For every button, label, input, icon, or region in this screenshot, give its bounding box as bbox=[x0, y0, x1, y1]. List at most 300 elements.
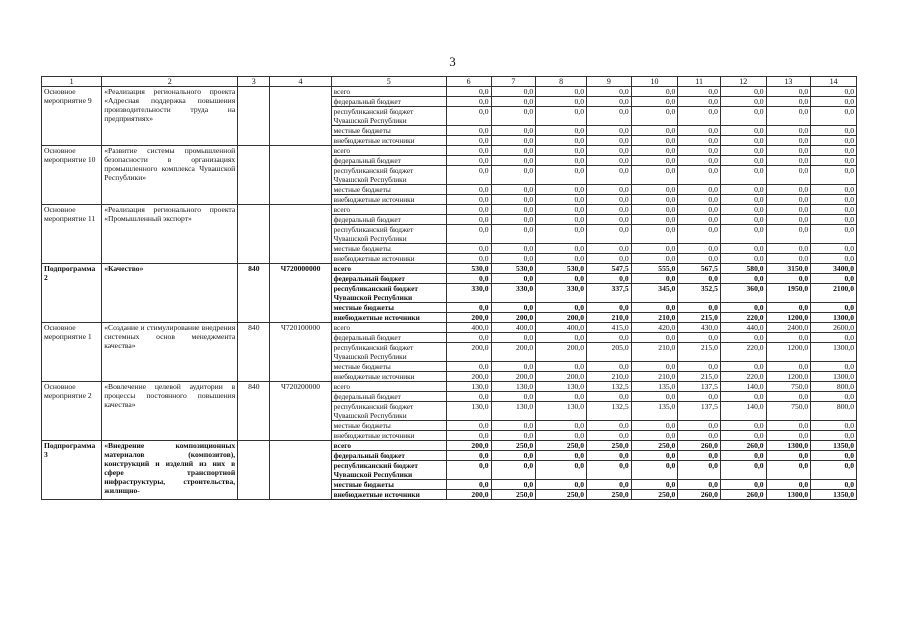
grbs-cell bbox=[238, 146, 270, 205]
value-cell: 440,0 bbox=[720, 323, 766, 333]
funding-source-cell: республиканский бюджет Чувашской Республики bbox=[331, 225, 446, 244]
value-cell: 0,0 bbox=[766, 166, 811, 185]
value-cell: 260,0 bbox=[678, 490, 721, 500]
value-cell: 0,0 bbox=[766, 225, 811, 244]
value-cell: 1200,0 bbox=[766, 343, 811, 362]
grbs-cell bbox=[238, 441, 270, 500]
value-cell: 132,5 bbox=[587, 402, 632, 421]
value-cell: 0,0 bbox=[678, 107, 721, 126]
grbs-cell: 840 bbox=[238, 323, 270, 382]
value-cell: 0,0 bbox=[720, 195, 766, 205]
value-cell: 0,0 bbox=[631, 146, 678, 156]
value-cell: 0,0 bbox=[631, 205, 678, 215]
value-cell: 0,0 bbox=[766, 461, 811, 480]
value-cell: 0,0 bbox=[766, 107, 811, 126]
value-cell: 0,0 bbox=[446, 156, 491, 166]
value-cell: 1350,0 bbox=[811, 441, 857, 451]
value-cell: 0,0 bbox=[536, 215, 587, 225]
value-cell: 0,0 bbox=[587, 185, 632, 195]
value-cell: 0,0 bbox=[811, 87, 857, 97]
value-cell: 400,0 bbox=[491, 323, 536, 333]
value-cell: 0,0 bbox=[766, 195, 811, 205]
classification-code-cell bbox=[270, 441, 331, 500]
value-cell: 1300,0 bbox=[766, 441, 811, 451]
value-cell: 250,0 bbox=[587, 441, 632, 451]
value-cell: 0,0 bbox=[491, 451, 536, 461]
value-cell: 250,0 bbox=[491, 441, 536, 451]
value-cell: 0,0 bbox=[631, 480, 678, 490]
value-cell: 0,0 bbox=[587, 362, 632, 372]
value-cell: 0,0 bbox=[631, 185, 678, 195]
value-cell: 130,0 bbox=[536, 402, 587, 421]
value-cell: 0,0 bbox=[631, 461, 678, 480]
value-cell: 200,0 bbox=[446, 343, 491, 362]
value-cell: 0,0 bbox=[536, 195, 587, 205]
value-cell: 0,0 bbox=[491, 225, 536, 244]
funding-source-cell: федеральный бюджет bbox=[331, 97, 446, 107]
value-cell: 0,0 bbox=[631, 195, 678, 205]
value-cell: 2400,0 bbox=[766, 323, 811, 333]
value-cell: 0,0 bbox=[631, 451, 678, 461]
value-cell: 0,0 bbox=[766, 185, 811, 195]
value-cell: 200,0 bbox=[446, 372, 491, 382]
value-cell: 0,0 bbox=[811, 274, 857, 284]
value-cell: 3150,0 bbox=[766, 264, 811, 274]
value-cell: 250,0 bbox=[491, 490, 536, 500]
value-cell: 0,0 bbox=[446, 461, 491, 480]
value-cell: 220,0 bbox=[720, 343, 766, 362]
value-cell: 260,0 bbox=[678, 441, 721, 451]
value-cell: 0,0 bbox=[766, 431, 811, 441]
funding-source-cell: местные бюджеты bbox=[331, 421, 446, 431]
value-cell: 0,0 bbox=[811, 107, 857, 126]
value-cell: 352,5 bbox=[678, 284, 721, 303]
value-cell: 0,0 bbox=[536, 205, 587, 215]
value-cell: 0,0 bbox=[587, 421, 632, 431]
value-cell: 0,0 bbox=[811, 254, 857, 264]
value-cell: 0,0 bbox=[631, 254, 678, 264]
value-cell: 0,0 bbox=[811, 146, 857, 156]
value-cell: 0,0 bbox=[631, 107, 678, 126]
funding-source-cell: федеральный бюджет bbox=[331, 392, 446, 402]
value-cell: 130,0 bbox=[536, 382, 587, 392]
value-cell: 0,0 bbox=[766, 146, 811, 156]
value-cell: 420,0 bbox=[631, 323, 678, 333]
value-cell: 0,0 bbox=[536, 185, 587, 195]
value-cell: 0,0 bbox=[811, 461, 857, 480]
funding-source-cell: внебюджетные источники bbox=[331, 254, 446, 264]
value-cell: 205,0 bbox=[587, 343, 632, 362]
value-cell: 0,0 bbox=[446, 480, 491, 490]
value-cell: 330,0 bbox=[491, 284, 536, 303]
value-cell: 0,0 bbox=[766, 136, 811, 146]
funding-source-cell: внебюджетные источники bbox=[331, 313, 446, 323]
value-cell: 0,0 bbox=[536, 107, 587, 126]
program-name-cell: «Создание и стимулирование внедрения системных основ менеджмента качества» bbox=[102, 323, 238, 382]
value-cell: 0,0 bbox=[446, 107, 491, 126]
value-cell: 0,0 bbox=[491, 431, 536, 441]
value-cell: 0,0 bbox=[491, 421, 536, 431]
value-cell: 0,0 bbox=[536, 156, 587, 166]
value-cell: 0,0 bbox=[678, 126, 721, 136]
table-row bbox=[42, 323, 857, 333]
grbs-cell bbox=[238, 205, 270, 264]
program-type-cell: Основное мероприятие 10 bbox=[42, 146, 102, 205]
header-cell: 8 bbox=[536, 77, 587, 87]
value-cell: 0,0 bbox=[811, 362, 857, 372]
value-cell: 0,0 bbox=[631, 97, 678, 107]
value-cell: 210,0 bbox=[587, 372, 632, 382]
value-cell: 210,0 bbox=[587, 313, 632, 323]
value-cell: 750,0 bbox=[766, 402, 811, 421]
value-cell: 0,0 bbox=[536, 421, 587, 431]
program-name-cell: «Развитие системы промышленной безопасности в организациях промышленного комплекса Чувашской Республики» bbox=[102, 146, 238, 205]
program-type-cell: Основное мероприятие 1 bbox=[42, 323, 102, 382]
value-cell: 130,0 bbox=[446, 382, 491, 392]
value-cell: 1350,0 bbox=[811, 490, 857, 500]
budget-table bbox=[41, 76, 857, 500]
funding-source-cell: всего bbox=[331, 205, 446, 215]
value-cell: 0,0 bbox=[811, 126, 857, 136]
value-cell: 200,0 bbox=[491, 313, 536, 323]
value-cell: 0,0 bbox=[631, 244, 678, 254]
value-cell: 0,0 bbox=[720, 107, 766, 126]
value-cell: 0,0 bbox=[811, 225, 857, 244]
value-cell: 0,0 bbox=[446, 136, 491, 146]
value-cell: 0,0 bbox=[631, 392, 678, 402]
value-cell: 0,0 bbox=[720, 156, 766, 166]
value-cell: 0,0 bbox=[587, 451, 632, 461]
value-cell: 800,0 bbox=[811, 402, 857, 421]
value-cell: 0,0 bbox=[491, 146, 536, 156]
value-cell: 0,0 bbox=[811, 97, 857, 107]
header-cell: 5 bbox=[331, 77, 446, 87]
classification-code-cell bbox=[270, 146, 331, 205]
value-cell: 137,5 bbox=[678, 382, 721, 392]
value-cell: 0,0 bbox=[678, 421, 721, 431]
value-cell: 210,0 bbox=[631, 343, 678, 362]
funding-source-cell: всего bbox=[331, 146, 446, 156]
value-cell: 140,0 bbox=[720, 402, 766, 421]
value-cell: 0,0 bbox=[536, 87, 587, 97]
value-cell: 0,0 bbox=[446, 274, 491, 284]
value-cell: 260,0 bbox=[720, 490, 766, 500]
value-cell: 0,0 bbox=[587, 195, 632, 205]
value-cell: 0,0 bbox=[446, 146, 491, 156]
funding-source-cell: внебюджетные источники bbox=[331, 195, 446, 205]
table-row bbox=[42, 205, 857, 215]
value-cell: 0,0 bbox=[811, 451, 857, 461]
table-row bbox=[42, 382, 857, 392]
value-cell: 0,0 bbox=[678, 146, 721, 156]
value-cell: 1200,0 bbox=[766, 372, 811, 382]
header-cell: 4 bbox=[270, 77, 331, 87]
value-cell: 0,0 bbox=[491, 254, 536, 264]
value-cell: 0,0 bbox=[678, 136, 721, 146]
value-cell: 0,0 bbox=[491, 362, 536, 372]
value-cell: 0,0 bbox=[678, 195, 721, 205]
value-cell: 0,0 bbox=[631, 303, 678, 313]
value-cell: 0,0 bbox=[766, 205, 811, 215]
value-cell: 0,0 bbox=[491, 333, 536, 343]
value-cell: 0,0 bbox=[811, 195, 857, 205]
program-name-cell: «Реализация регионального проекта «Промышленный экспорт» bbox=[102, 205, 238, 264]
value-cell: 0,0 bbox=[446, 451, 491, 461]
program-name-cell: «Внедрение композиционных материалов (композитов), конструкций и изделий из них в сфере транспортной инфраструктуры, строительства, жилищно- bbox=[102, 441, 238, 500]
value-cell: 250,0 bbox=[587, 490, 632, 500]
value-cell: 260,0 bbox=[720, 441, 766, 451]
value-cell: 0,0 bbox=[678, 87, 721, 97]
value-cell: 0,0 bbox=[587, 254, 632, 264]
value-cell: 1950,0 bbox=[766, 284, 811, 303]
header-cell: 1 bbox=[42, 77, 102, 87]
value-cell: 567,5 bbox=[678, 264, 721, 274]
value-cell: 430,0 bbox=[678, 323, 721, 333]
value-cell: 132,5 bbox=[587, 382, 632, 392]
value-cell: 137,5 bbox=[678, 402, 721, 421]
value-cell: 0,0 bbox=[536, 126, 587, 136]
value-cell: 400,0 bbox=[536, 323, 587, 333]
value-cell: 0,0 bbox=[536, 451, 587, 461]
value-cell: 0,0 bbox=[491, 166, 536, 185]
value-cell: 0,0 bbox=[720, 126, 766, 136]
value-cell: 0,0 bbox=[536, 136, 587, 146]
value-cell: 0,0 bbox=[720, 205, 766, 215]
funding-source-cell: внебюджетные источники bbox=[331, 490, 446, 500]
table-row bbox=[42, 264, 857, 274]
value-cell: 3400,0 bbox=[811, 264, 857, 274]
value-cell: 0,0 bbox=[491, 185, 536, 195]
classification-code-cell: Ч720100000 bbox=[270, 323, 331, 382]
value-cell: 0,0 bbox=[446, 97, 491, 107]
value-cell: 0,0 bbox=[631, 333, 678, 343]
value-cell: 1300,0 bbox=[811, 372, 857, 382]
value-cell: 215,0 bbox=[678, 343, 721, 362]
funding-source-cell: всего bbox=[331, 441, 446, 451]
value-cell: 0,0 bbox=[491, 107, 536, 126]
value-cell: 0,0 bbox=[720, 254, 766, 264]
value-cell: 2100,0 bbox=[811, 284, 857, 303]
value-cell: 0,0 bbox=[587, 166, 632, 185]
value-cell: 0,0 bbox=[587, 126, 632, 136]
value-cell: 0,0 bbox=[587, 225, 632, 244]
value-cell: 0,0 bbox=[811, 421, 857, 431]
value-cell: 250,0 bbox=[631, 441, 678, 451]
value-cell: 200,0 bbox=[446, 490, 491, 500]
value-cell: 0,0 bbox=[536, 362, 587, 372]
value-cell: 0,0 bbox=[678, 205, 721, 215]
value-cell: 0,0 bbox=[766, 392, 811, 402]
funding-source-cell: местные бюджеты bbox=[331, 362, 446, 372]
value-cell: 0,0 bbox=[678, 461, 721, 480]
value-cell: 0,0 bbox=[536, 146, 587, 156]
value-cell: 0,0 bbox=[536, 225, 587, 244]
value-cell: 0,0 bbox=[720, 166, 766, 185]
value-cell: 0,0 bbox=[446, 205, 491, 215]
table-row bbox=[42, 146, 857, 156]
value-cell: 0,0 bbox=[720, 215, 766, 225]
value-cell: 130,0 bbox=[446, 402, 491, 421]
value-cell: 0,0 bbox=[678, 451, 721, 461]
value-cell: 0,0 bbox=[720, 431, 766, 441]
value-cell: 1300,0 bbox=[766, 490, 811, 500]
value-cell: 0,0 bbox=[446, 215, 491, 225]
program-type-cell: Подпрограмма 3 bbox=[42, 441, 102, 500]
value-cell: 0,0 bbox=[720, 87, 766, 97]
program-type-cell: Подпрограмма 2 bbox=[42, 264, 102, 323]
value-cell: 0,0 bbox=[446, 303, 491, 313]
value-cell: 0,0 bbox=[766, 215, 811, 225]
value-cell: 0,0 bbox=[446, 126, 491, 136]
classification-code-cell bbox=[270, 205, 331, 264]
value-cell: 200,0 bbox=[446, 441, 491, 451]
value-cell: 135,0 bbox=[631, 402, 678, 421]
value-cell: 580,0 bbox=[720, 264, 766, 274]
value-cell: 0,0 bbox=[720, 146, 766, 156]
value-cell: 0,0 bbox=[446, 166, 491, 185]
funding-source-cell: местные бюджеты bbox=[331, 480, 446, 490]
funding-source-cell: федеральный бюджет bbox=[331, 274, 446, 284]
value-cell: 330,0 bbox=[536, 284, 587, 303]
value-cell: 0,0 bbox=[587, 87, 632, 97]
value-cell: 0,0 bbox=[678, 215, 721, 225]
page-number: 3 bbox=[449, 54, 456, 69]
value-cell: 547,5 bbox=[587, 264, 632, 274]
value-cell: 0,0 bbox=[587, 205, 632, 215]
value-cell: 130,0 bbox=[491, 382, 536, 392]
value-cell: 0,0 bbox=[631, 362, 678, 372]
header-cell: 9 bbox=[587, 77, 632, 87]
value-cell: 0,0 bbox=[587, 146, 632, 156]
value-cell: 0,0 bbox=[766, 97, 811, 107]
value-cell: 0,0 bbox=[720, 451, 766, 461]
value-cell: 0,0 bbox=[631, 431, 678, 441]
value-cell: 0,0 bbox=[536, 166, 587, 185]
funding-source-cell: местные бюджеты bbox=[331, 244, 446, 254]
value-cell: 0,0 bbox=[587, 156, 632, 166]
value-cell: 0,0 bbox=[446, 333, 491, 343]
grbs-cell bbox=[238, 87, 270, 146]
value-cell: 0,0 bbox=[811, 185, 857, 195]
value-cell: 1300,0 bbox=[811, 343, 857, 362]
value-cell: 0,0 bbox=[587, 303, 632, 313]
value-cell: 0,0 bbox=[720, 225, 766, 244]
value-cell: 0,0 bbox=[720, 185, 766, 195]
value-cell: 2600,0 bbox=[811, 323, 857, 333]
value-cell: 0,0 bbox=[587, 215, 632, 225]
value-cell: 337,5 bbox=[587, 284, 632, 303]
value-cell: 0,0 bbox=[811, 480, 857, 490]
value-cell: 0,0 bbox=[678, 362, 721, 372]
table-row bbox=[42, 441, 857, 451]
value-cell: 0,0 bbox=[766, 362, 811, 372]
value-cell: 0,0 bbox=[536, 333, 587, 343]
value-cell: 0,0 bbox=[587, 136, 632, 146]
value-cell: 0,0 bbox=[678, 303, 721, 313]
value-cell: 530,0 bbox=[446, 264, 491, 274]
value-cell: 0,0 bbox=[678, 97, 721, 107]
value-cell: 400,0 bbox=[446, 323, 491, 333]
value-cell: 1200,0 bbox=[766, 313, 811, 323]
value-cell: 0,0 bbox=[678, 392, 721, 402]
value-cell: 0,0 bbox=[766, 126, 811, 136]
value-cell: 130,0 bbox=[491, 402, 536, 421]
funding-source-cell: республиканский бюджет Чувашской Республики bbox=[331, 166, 446, 185]
funding-source-cell: всего bbox=[331, 382, 446, 392]
value-cell: 0,0 bbox=[491, 205, 536, 215]
value-cell: 0,0 bbox=[587, 97, 632, 107]
funding-source-cell: всего bbox=[331, 323, 446, 333]
header-cell: 11 bbox=[678, 77, 721, 87]
value-cell: 1300,0 bbox=[811, 313, 857, 323]
value-cell: 360,0 bbox=[720, 284, 766, 303]
header-cell: 10 bbox=[631, 77, 678, 87]
value-cell: 0,0 bbox=[587, 461, 632, 480]
funding-source-cell: всего bbox=[331, 87, 446, 97]
value-cell: 530,0 bbox=[491, 264, 536, 274]
value-cell: 215,0 bbox=[678, 372, 721, 382]
value-cell: 555,0 bbox=[631, 264, 678, 274]
value-cell: 0,0 bbox=[446, 421, 491, 431]
program-type-cell: Основное мероприятие 11 bbox=[42, 205, 102, 264]
value-cell: 750,0 bbox=[766, 382, 811, 392]
value-cell: 220,0 bbox=[720, 372, 766, 382]
value-cell: 0,0 bbox=[491, 244, 536, 254]
value-cell: 0,0 bbox=[678, 166, 721, 185]
value-cell: 0,0 bbox=[811, 392, 857, 402]
value-cell: 0,0 bbox=[766, 156, 811, 166]
value-cell: 250,0 bbox=[631, 490, 678, 500]
value-cell: 0,0 bbox=[491, 97, 536, 107]
value-cell: 0,0 bbox=[446, 362, 491, 372]
value-cell: 0,0 bbox=[631, 421, 678, 431]
header-cell: 12 bbox=[720, 77, 766, 87]
program-type-cell: Основное мероприятие 2 bbox=[42, 382, 102, 441]
value-cell: 0,0 bbox=[491, 156, 536, 166]
value-cell: 200,0 bbox=[536, 372, 587, 382]
value-cell: 0,0 bbox=[536, 244, 587, 254]
value-cell: 0,0 bbox=[678, 244, 721, 254]
funding-source-cell: внебюджетные источники bbox=[331, 372, 446, 382]
value-cell: 140,0 bbox=[720, 382, 766, 392]
funding-source-cell: федеральный бюджет bbox=[331, 333, 446, 343]
value-cell: 0,0 bbox=[766, 274, 811, 284]
value-cell: 0,0 bbox=[811, 205, 857, 215]
value-cell: 0,0 bbox=[720, 333, 766, 343]
program-name-cell: «Вовлечение целевой аудитории в процессы постоянного повышения качества» bbox=[102, 382, 238, 441]
value-cell: 345,0 bbox=[631, 284, 678, 303]
value-cell: 0,0 bbox=[811, 136, 857, 146]
value-cell: 200,0 bbox=[536, 313, 587, 323]
value-cell: 0,0 bbox=[446, 244, 491, 254]
value-cell: 0,0 bbox=[446, 254, 491, 264]
funding-source-cell: местные бюджеты bbox=[331, 185, 446, 195]
value-cell: 200,0 bbox=[491, 372, 536, 382]
value-cell: 530,0 bbox=[536, 264, 587, 274]
value-cell: 0,0 bbox=[446, 185, 491, 195]
value-cell: 415,0 bbox=[587, 323, 632, 333]
value-cell: 250,0 bbox=[536, 490, 587, 500]
funding-source-cell: федеральный бюджет bbox=[331, 156, 446, 166]
value-cell: 0,0 bbox=[631, 87, 678, 97]
value-cell: 200,0 bbox=[491, 343, 536, 362]
funding-source-cell: республиканский бюджет Чувашской Республики bbox=[331, 284, 446, 303]
value-cell: 0,0 bbox=[811, 303, 857, 313]
value-cell: 0,0 bbox=[446, 392, 491, 402]
value-cell: 0,0 bbox=[678, 480, 721, 490]
value-cell: 210,0 bbox=[631, 313, 678, 323]
value-cell: 0,0 bbox=[446, 87, 491, 97]
